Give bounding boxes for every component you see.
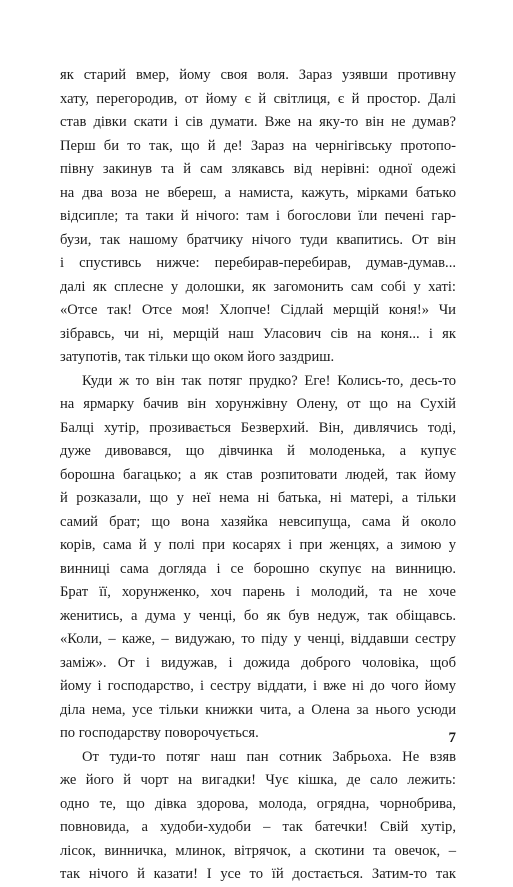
text-line: відсипле; та таки й нічого: там і богослови їли печені гар- (60, 208, 456, 224)
text-line: винниці сама догляда і се борошно скупує на винницю. (60, 560, 456, 577)
text-line: лісок, винничка, млинок, вітрячок, а скотини та овечок, – (60, 842, 456, 859)
text-line: Брат її, хорунженко, хоч парень і молодий, та не хоче (60, 584, 456, 600)
text-line: й розказали, що у неї нема ні батька, ні матері, а тільки (60, 490, 456, 506)
text-line: самий брат; що вона хазяйка невсипуща, сама й около (60, 513, 456, 530)
text-line: борошна багацько; а як став розпитовати людей, так йому (60, 466, 456, 483)
text-line: «Отсе так! Отсе моя! Хлопче! Сідлай мерщій коня!» Чи (60, 302, 456, 318)
text-line: затупотів, так тільки що оком його заздриш. (60, 349, 335, 365)
text-line: хату, перегородив, от йому є й світлиця, є й простор. Далі (60, 90, 456, 107)
text-line: далі як сплесне у долошки, як загомонить сам собі у хаті: (60, 278, 456, 295)
text-line: повновида, а худоби-худоби – так батечки! Свій хутір, (60, 819, 456, 835)
text-line: на два воза не вбереш, а намиста, кажуть, мірками батько (60, 184, 456, 201)
text-line: бузи, так нашому братчику нічого туди квапитись. От він (60, 231, 456, 248)
page-number: 7 (448, 730, 456, 746)
text-line: женитись, а дума у ченці, бо як був недуж, так обіщавсь. (60, 607, 456, 624)
text-line: Перш би то так, що й де! Зараз на чернігівську протопо- (60, 137, 456, 154)
text-line: Балці хутір, прозивається Безверхий. Він, дивлячись тоді, (60, 419, 456, 436)
text-line: по господарству поворочується. (60, 725, 259, 741)
text-line: корів, сама й у полі при косарях і при женцях, а зимою у (60, 537, 456, 553)
paragraph-first-line: От туди-то потяг наш пан сотник Забрьоха. Не взяв (82, 748, 456, 765)
text-line: зібравсь, чи ні, мерщій наш Уласович сів на коня... і як (60, 325, 456, 342)
paragraph-first-line: Куди ж то він так потяг прудко? Еге! Колись-то, десь-то (82, 372, 456, 389)
text-line: дуже дивовався, що дівчинка й молоденька, а купує (60, 443, 456, 459)
text-line: і спустивсь нижче: перебирав-перебирав, думав-думав... (60, 255, 456, 271)
text-line: став дівки скати і сів думати. Вже на яку-то він не думав? (60, 114, 456, 130)
text-line: так нічого й казати! І усе то їй достається. Затим-то так (60, 866, 456, 882)
text-line: йому і господарство, і сестру віддати, і вже ні до чого йому (60, 678, 456, 694)
text-line: на ярмарку бачив він хорунжівну Олену, от що на Сухій (60, 396, 456, 412)
text-line: як старий вмер, йому своя воля. Зараз узявши противну (60, 67, 456, 83)
text-line: же його й чорт на вигадки! Чує кішка, де сало лежить: (60, 772, 456, 788)
text-line: заміж». От і видужав, і дожида доброго чоловіка, щоб (60, 654, 456, 671)
text-line: півну закинув та й сам злякавсь від нерівні: одної одежі (60, 161, 456, 177)
page-text (60, 64, 456, 887)
text-line: діла нема, усе тільки книжки чита, а Олена за нього усюди (60, 701, 456, 718)
text-line: одно те, що дівка здорова, молода, огрядна, чорнобрива, (60, 795, 456, 812)
text-line: «Коли, – каже, – видужаю, то піду у ченці, віддавши сестру (60, 631, 456, 647)
